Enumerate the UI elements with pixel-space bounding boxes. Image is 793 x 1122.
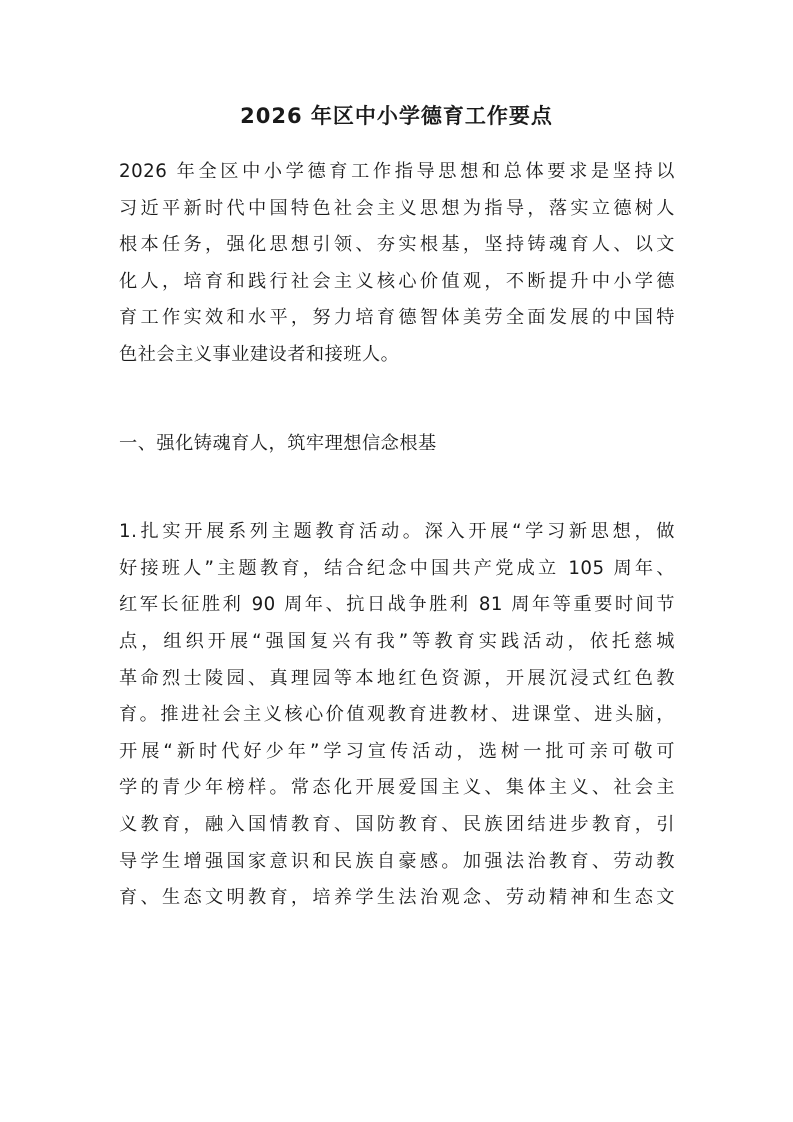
paragraph-line: 育、生态文明教育，培养学生法治观念、劳动精神和生态文: [119, 887, 675, 909]
paragraph-line: 义教育，融入国情教育、国防教育、民族团结进步教育，引: [119, 813, 675, 835]
section-heading: [119, 426, 675, 463]
paragraph-line: 化人，培育和践行社会主义核心价值观，不断提升中小学德: [119, 270, 675, 292]
paragraph-line: 根本任务，强化思想引领、夯实根基，坚持铸魂育人、以文: [119, 234, 675, 256]
paragraph-line: 导学生增强国家意识和民族自豪感。加强法治教育、劳动教: [119, 850, 675, 872]
paragraph-line: 点，组织开展“强国复兴有我”等教育实践活动，依托慈城: [119, 630, 675, 652]
paragraph-line: 革命烈士陵园、真理园等本地红色资源，开展沉浸式红色教: [119, 667, 675, 689]
paragraph-line: 开展“新时代好少年”学习宣传活动，选树一批可亲可敬可: [119, 740, 675, 762]
paragraph-line: 育工作实效和水平，努力培育德智体美劳全面发展的中国特: [119, 307, 675, 329]
paragraph-line: 育。推进社会主义核心价值观教育进教材、进课堂、进头脑，: [119, 704, 675, 726]
paragraph-line: 1.扎实开展系列主题教育活动。深入开展“学习新思想，做: [119, 521, 675, 543]
paragraph-line: 红军长征胜利 90 周年、抗日战争胜利 81 周年等重要时间节: [119, 594, 675, 616]
intro-paragraph: [119, 154, 675, 374]
document-title: 2026 年区中小学德育工作要点: [240, 104, 553, 128]
item-paragraph: [119, 514, 675, 917]
paragraph-line: 色社会主义事业建设者和接班人。: [119, 343, 400, 365]
section-heading-text: 一、强化铸魂育人，筑牢理想信念根基: [119, 432, 437, 454]
paragraph-line: 习近平新时代中国特色社会主义思想为指导，落实立德树人: [119, 197, 675, 219]
paragraph-line: 好接班人”主题教育，结合纪念中国共产党成立 105 周年、: [119, 557, 675, 579]
paragraph-line: 学的青少年榜样。常态化开展爱国主义、集体主义、社会主: [119, 777, 675, 799]
document-body: [119, 154, 675, 917]
paragraph-line: 2026 年全区中小学德育工作指导思想和总体要求是坚持以: [119, 161, 675, 182]
